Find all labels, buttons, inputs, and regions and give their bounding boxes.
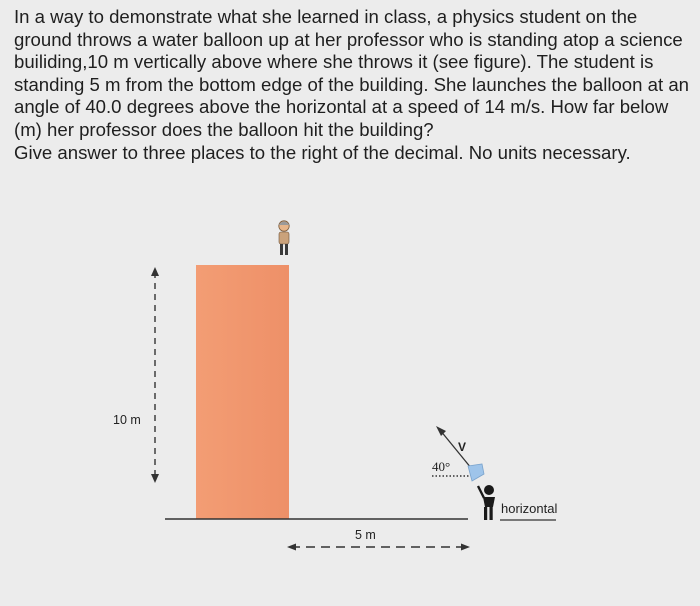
velocity-label: V: [458, 440, 467, 454]
angle-label: 40°: [432, 459, 451, 474]
problem-instruction: Give answer to three places to the right of the decimal. No units necessary.: [14, 141, 631, 163]
water-balloon-icon: [468, 464, 484, 481]
height-label: 10 m: [113, 413, 141, 427]
horizontal-label: horizontal: [501, 501, 558, 516]
student-icon: [478, 485, 495, 520]
height-dimension: [151, 267, 159, 483]
building: [196, 265, 289, 519]
distance-label: 5 m: [355, 528, 376, 542]
professor-icon: [279, 221, 290, 255]
distance-dimension: [287, 544, 470, 551]
problem-paragraph: In a way to demonstrate what she learned in class, a physics student on the ground throws a water balloon up at her professor who is standing atop a science builiding,10 m vertically above where she throws it (see figure). The student is standing 5 m from the bottom edge of the building. She launches the balloon at an angle of 40.0 degrees above the horizontal at a speed of 14 m/s. How far below (m) her professor does the balloon hit the building?: [14, 6, 689, 140]
